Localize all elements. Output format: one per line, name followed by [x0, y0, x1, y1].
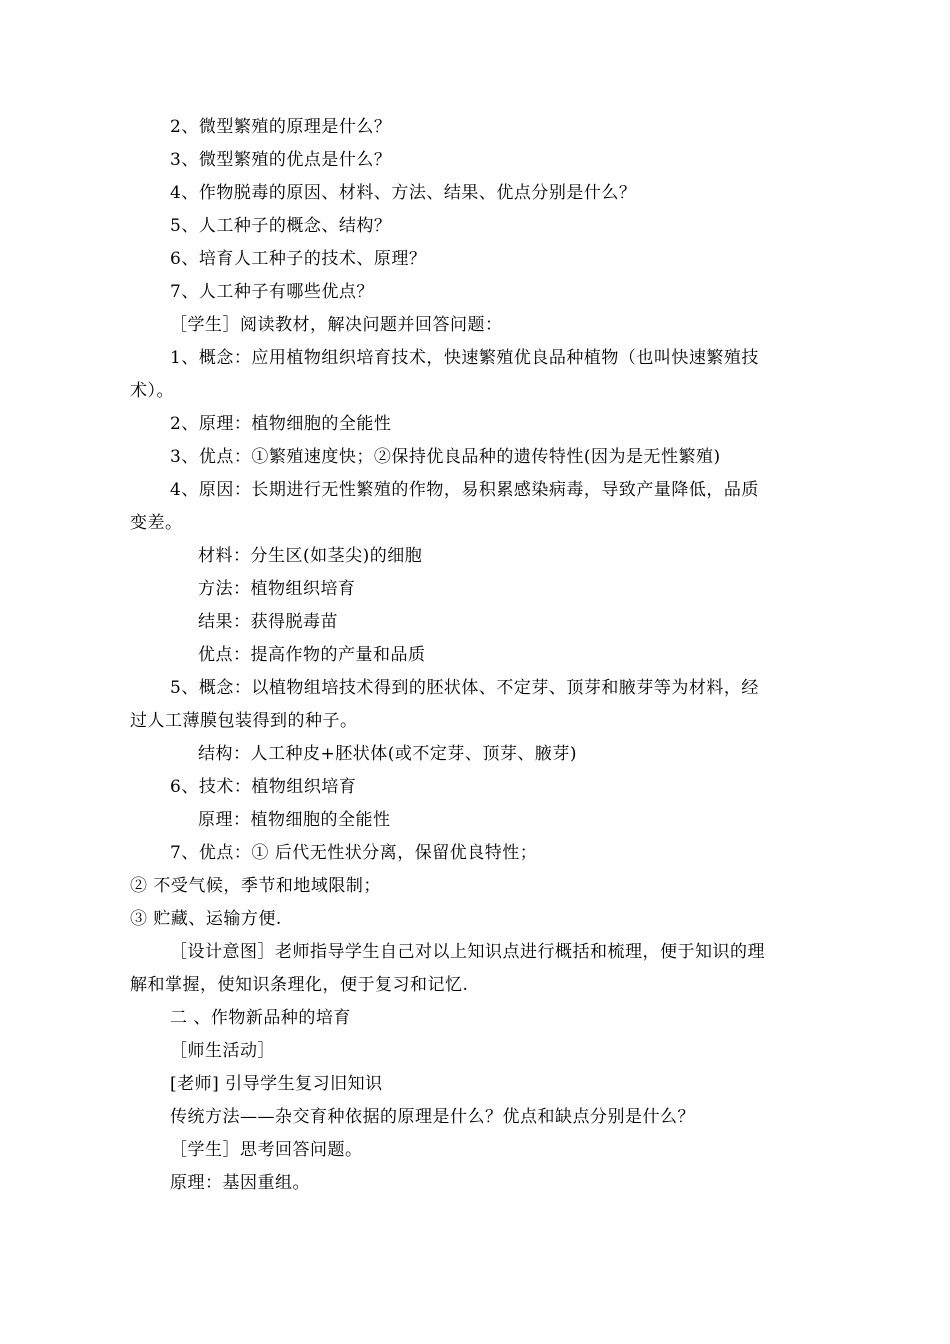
student-answer: ［学生］思考回答问题。	[170, 1140, 363, 1160]
question-7: 7、人工种子有哪些优点？	[170, 282, 374, 302]
answer-5-line-2: 过人工薄膜包装得到的种子。	[130, 711, 358, 731]
answer-4-line-2: 变差。	[130, 513, 183, 533]
question-2: 2、微型繁殖的原理是什么？	[170, 117, 392, 137]
answer-4-material: 材料：分生区(如茎尖)的细胞	[198, 546, 423, 566]
answer-4-method: 方法：植物组织培育	[198, 579, 356, 599]
principle-gene-recombination: 原理：基因重组。	[170, 1173, 310, 1193]
answer-7-item-2: ② 不受气候，季节和地域限制；	[130, 876, 381, 896]
answer-7-item-1: 7、优点：① 后代无性状分离，保留优良特性；	[170, 843, 538, 863]
answer-2: 2、原理：植物细胞的全能性	[170, 414, 392, 434]
answer-5-line-1: 5、概念：以植物组培技术得到的胚状体、不定芽、顶芽和腋芽等为材料，经	[170, 678, 759, 698]
question-3: 3、微型繁殖的优点是什么？	[170, 150, 392, 170]
traditional-method-question: 传统方法——杂交育种依据的原理是什么？优点和缺点分别是什么？	[170, 1107, 695, 1127]
question-6: 6、培育人工种子的技术、原理？	[170, 249, 427, 269]
teacher-guidance: [老师] 引导学生复习旧知识	[170, 1074, 383, 1094]
answer-7-item-3: ③ 贮藏、运输方便.	[130, 909, 282, 929]
answer-1-line-2: 术）。	[130, 381, 174, 401]
design-intent-line-2: 解和掌握，使知识条理化，便于复习和记忆.	[130, 975, 469, 995]
answer-3: 3、优点：①繁殖速度快；②保持优良品种的遗传特性(因为是无性繁殖)	[170, 447, 721, 467]
answer-6-technique: 6、技术：植物组织培育	[170, 777, 357, 797]
question-4: 4、作物脱毒的原因、材料、方法、结果、优点分别是什么？	[170, 183, 637, 203]
answer-4-advantage: 优点：提高作物的产量和品质	[198, 645, 426, 665]
answer-1-line-1: 1、概念：应用植物组织培育技术，快速繁殖优良品种植物（也叫快速繁殖技	[170, 348, 759, 368]
answer-6-principle: 原理：植物细胞的全能性	[198, 810, 391, 830]
answer-4-line-1: 4、原因：长期进行无性繁殖的作物，易积累感染病毒，导致产量降低，品质	[170, 480, 759, 500]
student-activity: ［学生］阅读教材，解决问题并回答问题：	[170, 315, 503, 335]
design-intent-line-1: ［设计意图］老师指导学生自己对以上知识点进行概括和梳理，便于知识的理	[170, 942, 765, 962]
answer-4-result: 结果：获得脱毒苗	[198, 612, 338, 632]
answer-5-structure: 结构：人工种皮+胚状体(或不定芽、顶芽、腋芽)	[198, 744, 578, 764]
teacher-student-activity: ［师生活动］	[170, 1041, 275, 1061]
section-heading-2: 二 、作物新品种的培育	[170, 1008, 351, 1028]
question-5: 5、人工种子的概念、结构？	[170, 216, 392, 236]
